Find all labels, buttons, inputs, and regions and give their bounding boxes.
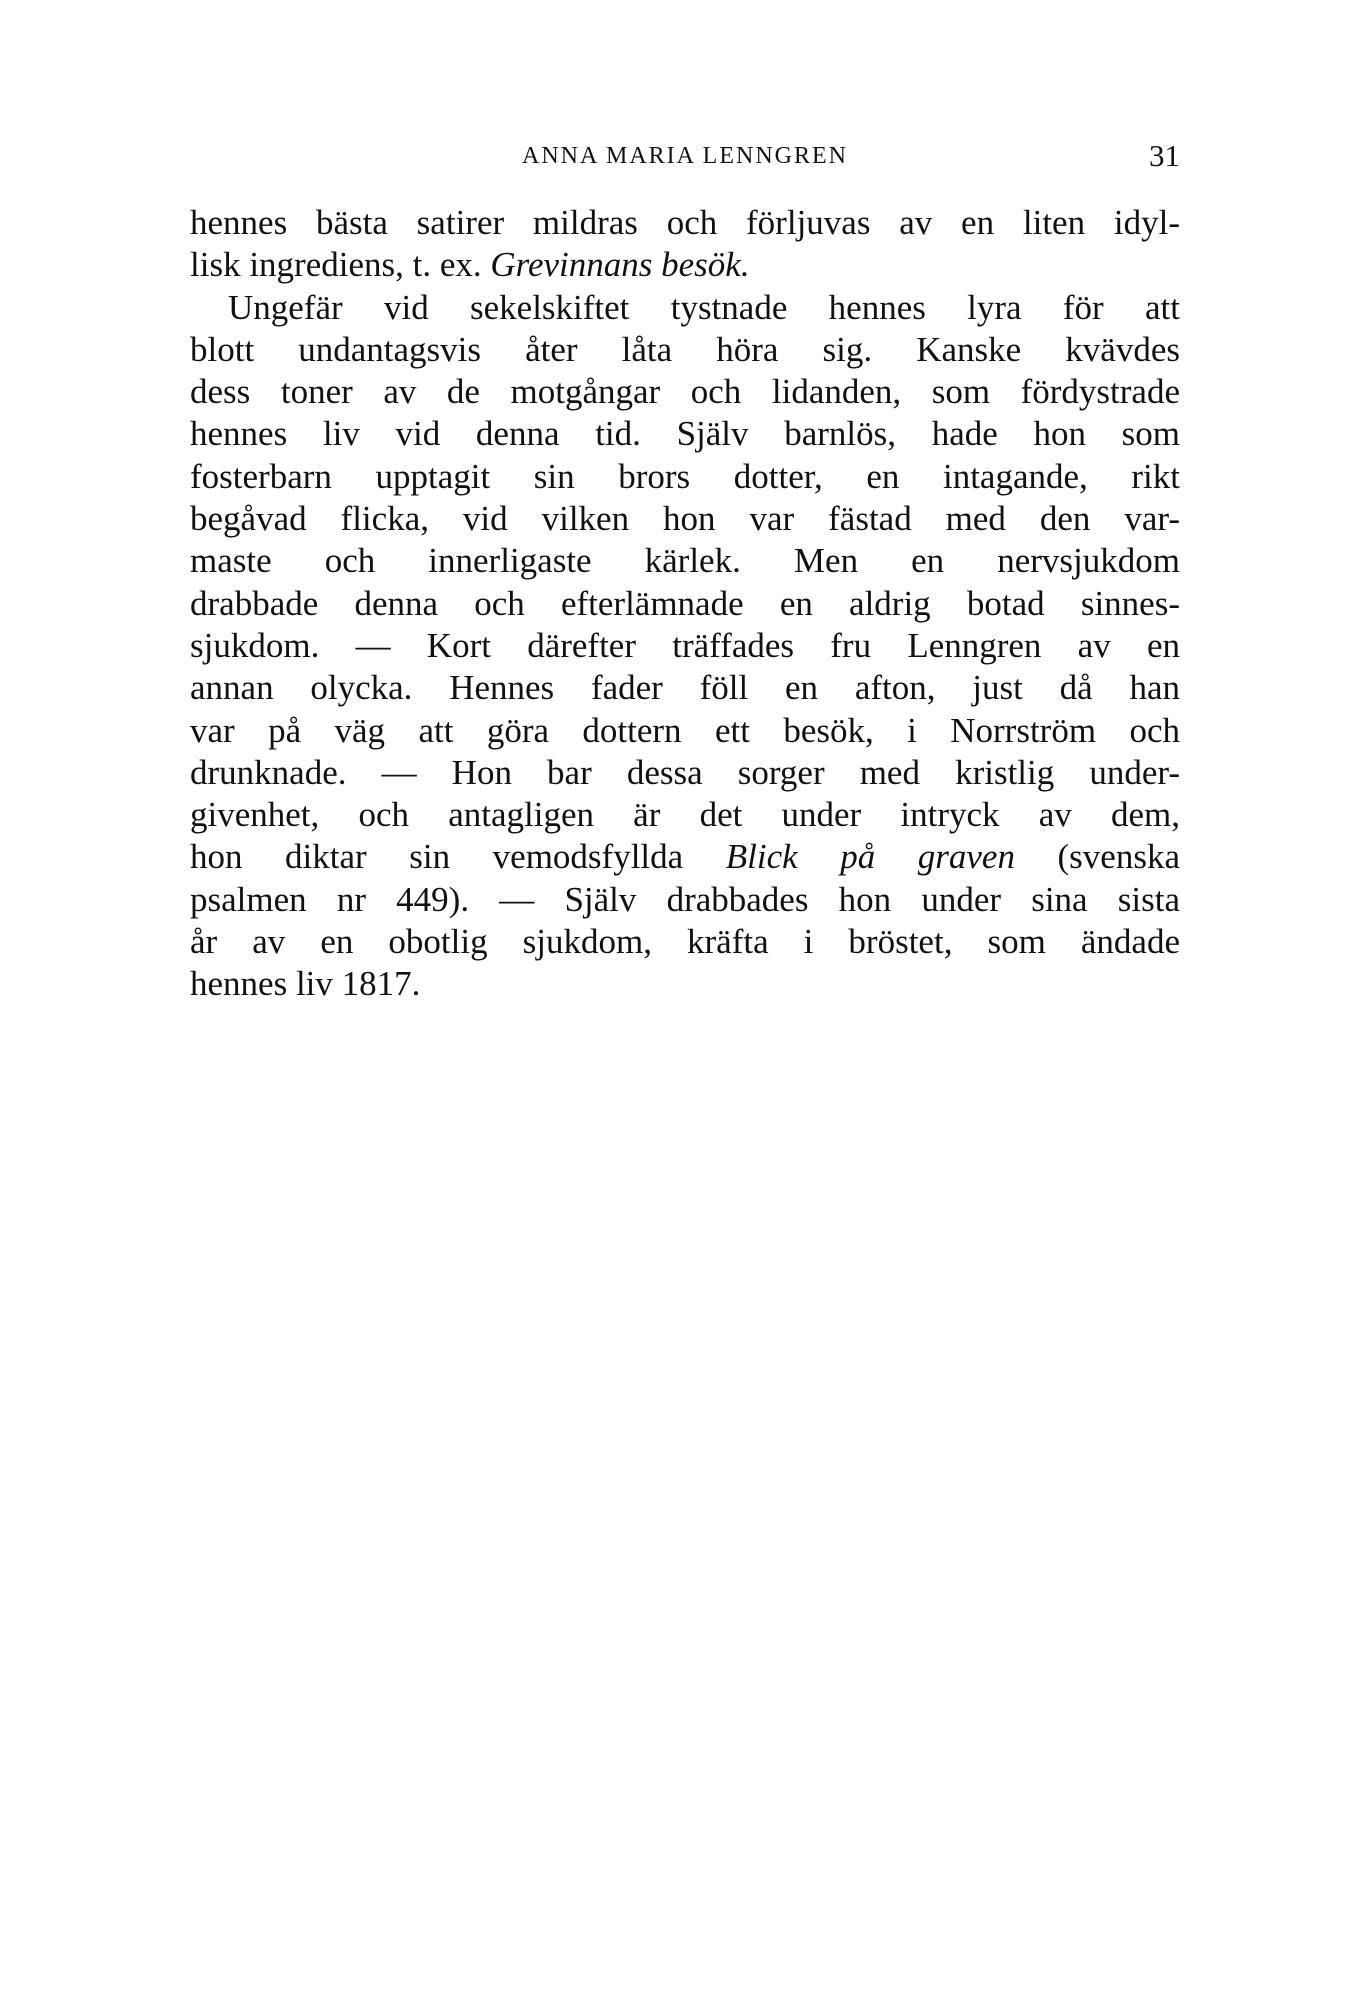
text-segment: psalmen nr 449). — Själv drabbades hon under sina sista	[190, 879, 1180, 919]
page-number: 31	[1149, 138, 1180, 173]
text-segment: år av en obotlig sjukdom, kräfta i bröstet, som ändade	[190, 922, 1180, 962]
text-line	[190, 498, 1180, 540]
text-line	[190, 329, 1180, 371]
text-line	[190, 710, 1180, 752]
text-segment: (svenska	[1014, 837, 1180, 877]
text-line	[190, 921, 1180, 963]
text-line	[190, 836, 1180, 878]
text-line	[190, 456, 1180, 498]
text-segment: blott undantagsvis åter låta höra sig. Kanske kvävdes	[190, 329, 1180, 369]
text-line	[190, 244, 1180, 286]
running-title: ANNA MARIA LENNGREN	[522, 143, 848, 169]
text-segment: drabbade denna och efterlämnade en aldrig botad sinnes-	[190, 583, 1180, 623]
text-segment: dess toner av de motgångar och lidanden, som fördystrade	[190, 372, 1180, 412]
text-segment: hennes liv 1817.	[190, 964, 421, 1004]
text-segment: givenhet, och antagligen är det under intryck av dem,	[190, 795, 1180, 835]
text-line	[190, 794, 1180, 836]
text-line	[190, 963, 1180, 1005]
text-segment: sjukdom. — Kort därefter träffades fru Lenngren av en	[190, 625, 1180, 665]
text-line	[190, 667, 1180, 709]
text-segment: var på väg att göra dottern ett besök, i Norrström och	[190, 710, 1180, 750]
text-segment: hennes bästa satirer mildras och förljuvas av en liten idyl-	[190, 203, 1180, 242]
text-segment: maste och innerligaste kärlek. Men en nervsjukdom	[190, 541, 1180, 581]
text-line	[190, 879, 1180, 921]
text-line	[190, 540, 1180, 582]
italic-title: Grevinnans besök.	[490, 245, 750, 285]
text-line	[190, 202, 1180, 244]
italic-title: Blick på graven	[725, 837, 1015, 877]
text-line	[190, 413, 1180, 455]
text-segment: drunknade. — Hon bar dessa sorger med kristlig under-	[190, 752, 1180, 792]
text-segment: fosterbarn upptagit sin brors dotter, en intagande, rikt	[190, 456, 1180, 496]
text-line	[190, 287, 1180, 329]
text-line	[190, 371, 1180, 413]
text-segment: hennes liv vid denna tid. Själv barnlös, hade hon som	[190, 414, 1180, 454]
body-text	[190, 202, 1180, 1006]
text-segment: begåvad flicka, vid vilken hon var fästad med den var-	[190, 499, 1180, 539]
text-line	[190, 625, 1180, 667]
text-segment: lisk ingrediens, t. ex.	[190, 245, 491, 285]
text-line	[190, 583, 1180, 625]
text-line	[190, 752, 1180, 794]
text-segment: annan olycka. Hennes fader föll en afton, just då han	[190, 668, 1180, 708]
running-head	[190, 136, 1180, 176]
text-segment: hon diktar sin vemodsfyllda	[190, 837, 726, 877]
text-segment: Ungefär vid sekelskiftet tystnade hennes lyra för att	[228, 287, 1180, 327]
